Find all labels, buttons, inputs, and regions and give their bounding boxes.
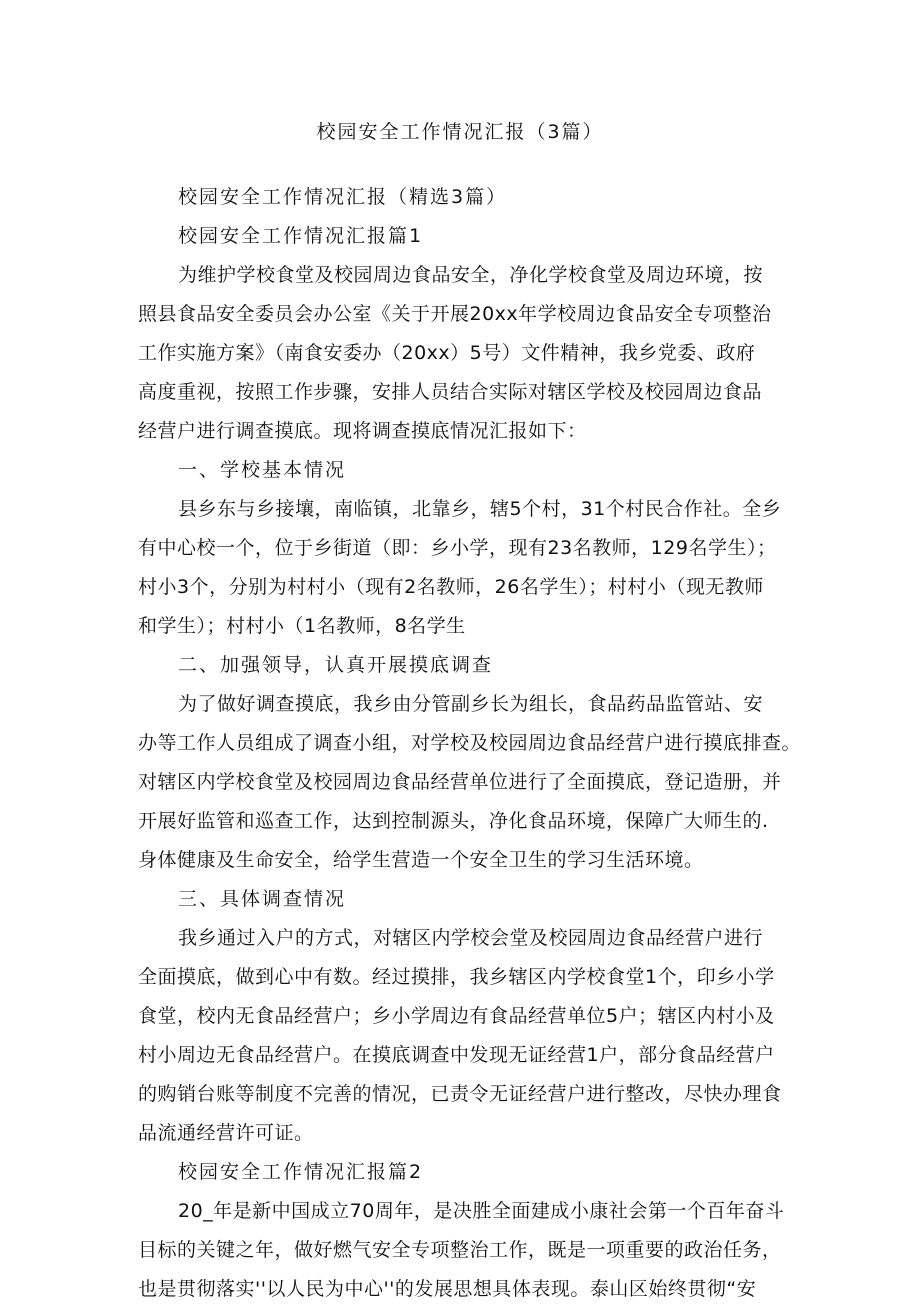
paragraph-line: 目标的关键之年，做好燃气安全专项整治工作，既是一项重要的政治任务， [138,1239,782,1261]
paragraph-line: 我乡通过入户的方式，对辖区内学校会堂及校园周边食品经营户进行 [178,927,764,949]
paragraph-line: 为了做好调查摸底，我乡由分管副乡长为组长，食品药品监管站、安 [178,693,764,715]
paragraph-line: 村小周边无食品经营户。在摸底调查中发现无证经营1户，部分食品经营户 [138,1044,775,1066]
paragraph-line: 全面摸底，做到心中有数。经过摸排，我乡辖区内学校食堂1个，印乡小学 [138,966,775,988]
paragraph-line: 对辖区内学校食堂及校园周边食品经营单位进行了全面摸底，登记造册，并 [138,771,782,793]
paragraph-line: 为维护学校食堂及校园周边食品安全，净化学校食堂及周边环境，按 [178,264,764,286]
paragraph-line: 品流通经营许可证。 [138,1122,314,1144]
section-heading: 校园安全工作情况汇报篇1 [178,225,424,247]
paragraph-line: 办等工作人员组成了调查小组，对学校及校园周边食品经营户进行摸底排查。 [138,732,802,754]
paragraph-line: 和学生）；村村小（1名教师，8名学生 [138,615,466,637]
paragraph-line: 也是贯彻落实''以人民为中心''的发展思想具体表现。泰山区始终贯彻“安 [138,1278,757,1300]
section-heading: 三、具体调查情况 [178,888,347,910]
paragraph-line: 20_年是新中国成立70周年，是决胜全面建成小康社会第一个百年奋斗 [178,1200,785,1222]
paragraph-line: 的购销台账等制度不完善的情况，已责令无证经营户进行整改，尽快办理食 [138,1083,782,1105]
paragraph-line: 食堂，校内无食品经营户；乡小学周边有食品经营单位5户；辖区内村小及 [138,1005,775,1027]
paragraph-line: 开展好监管和巡查工作，达到控制源头，净化食品环境，保障广大师生的. [138,810,769,832]
paragraph-line: 高度重视，按照工作步骤，安排人员结合实际对辖区学校及校园周边食品 [138,381,763,403]
paragraph-line: 有中心校一个，位于乡街道（即：乡小学，现有23名教师，129名学生）； [138,537,777,559]
section-heading: 校园安全工作情况汇报篇2 [178,1161,424,1183]
paragraph-line: 县乡东与乡接壤，南临镇，北靠乡，辖5个村，31个村民合作社。全乡 [178,498,782,520]
paragraph-line: 村小3个，分别为村村小（现有2名教师，26名学生）；村村小（现无教师 [138,576,764,598]
section-heading: 校园安全工作情况汇报（精选3篇） [178,186,508,208]
section-heading: 二、加强领导，认真开展摸底调查 [178,654,494,676]
document-title: 校园安全工作情况汇报（3篇） [316,121,604,143]
document-body [138,178,802,1309]
section-heading: 一、学校基本情况 [178,459,347,481]
paragraph-line: 身体健康及生命安全，给学生营造一个安全卫生的学习生活环境。 [138,849,704,871]
paragraph-line: 照县食品安全委员会办公室《关于开展20xx年学校周边食品安全专项整治 [138,303,772,325]
paragraph-line: 经营户进行调查摸底。现将调查摸底情况汇报如下： [138,420,587,442]
paragraph-line: 工作实施方案》（南食安委办（20xx）5号）文件精神，我乡党委、政府 [138,342,756,364]
